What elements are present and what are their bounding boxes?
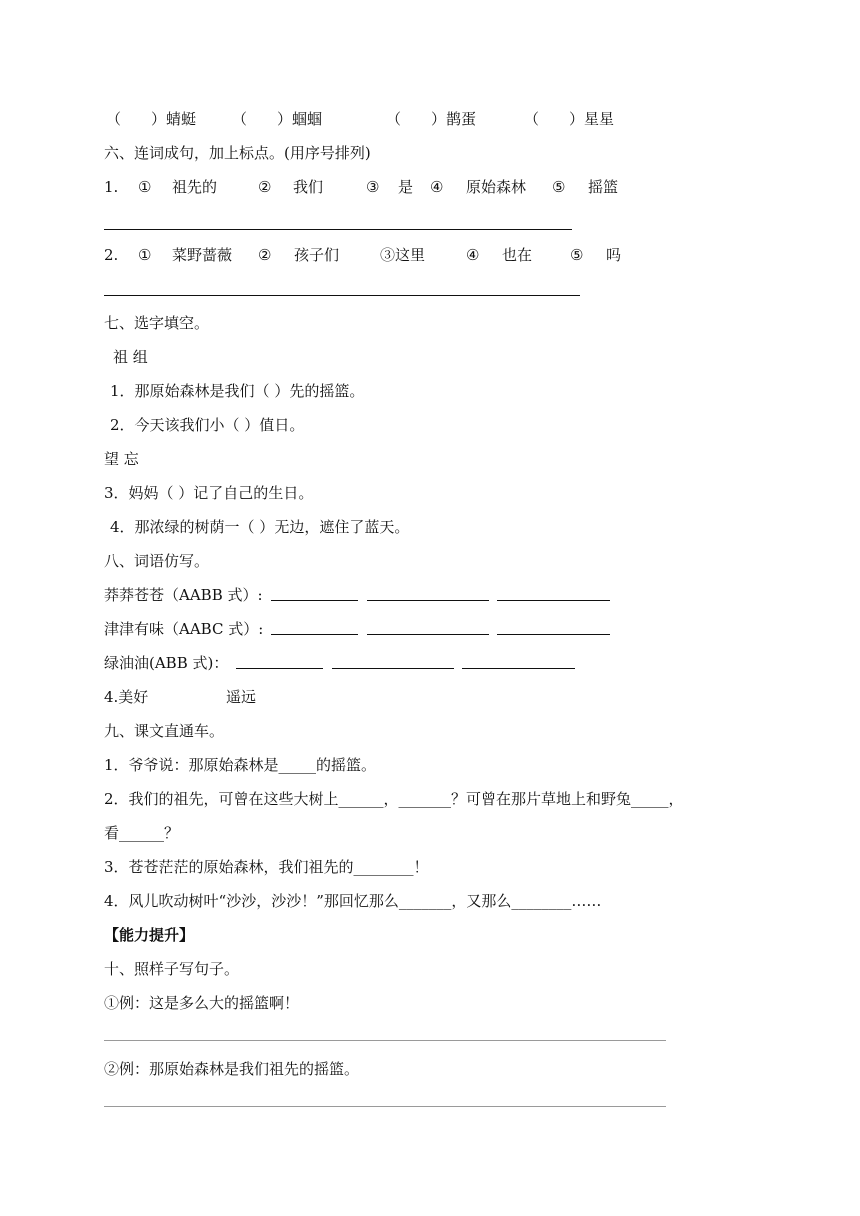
answer-blank[interactable] xyxy=(462,668,575,669)
word-token: 也在 xyxy=(502,246,533,264)
recall-q3: 3．苍苍茫茫的原始森林，我们祖先的________！ xyxy=(104,858,429,876)
answer-blank[interactable] xyxy=(271,634,358,635)
imitation-label: 绿油油(ABB 式)： xyxy=(104,654,229,672)
word-token: ③这里 xyxy=(380,246,426,264)
recall-q1: 1．爷爷说：那原始森林是_____的摇篮。 xyxy=(104,756,377,774)
word-token: 祖先的 xyxy=(172,178,218,196)
char-choices-2: 望 忘 xyxy=(104,450,139,468)
circled-number: ② xyxy=(258,178,272,196)
answer-line[interactable] xyxy=(104,1106,666,1107)
word-token: 孩子们 xyxy=(294,246,340,264)
answer-line[interactable] xyxy=(104,1040,666,1041)
imitation-word: 遥远 xyxy=(226,688,257,706)
imitation-row-aabc xyxy=(104,619,263,639)
circled-number: ⑤ xyxy=(552,178,566,196)
char-choices-1: 祖 组 xyxy=(113,348,148,366)
example-sentence-2: ②例：那原始森林是我们祖先的摇篮。 xyxy=(104,1060,360,1078)
answer-blank[interactable] xyxy=(367,600,489,601)
imitation-label: 莽莽苍苍（AABB 式）: xyxy=(104,586,263,604)
answer-blank[interactable] xyxy=(497,600,610,601)
imitation-row-4 xyxy=(104,687,304,707)
word-token: 菜野蔷薇 xyxy=(172,246,233,264)
recall-q2: 2．我们的祖先，可曾在这些大树上______，_______？可曾在那片草地上和野兔_____， xyxy=(104,790,684,808)
circled-number: ④ xyxy=(466,246,480,264)
section-6-q1 xyxy=(104,177,644,197)
fill-q1: 1．那原始森林是我们（ ）先的摇篮。 xyxy=(110,382,365,400)
word-item-katydid: （ ）蝈蝈 xyxy=(232,110,323,128)
answer-line[interactable] xyxy=(104,229,572,230)
answer-blank[interactable] xyxy=(332,668,454,669)
imitation-word: 4.美好 xyxy=(104,688,149,706)
word-token: 我们 xyxy=(293,178,324,196)
section-10-title: 十、照样子写句子。 xyxy=(104,960,240,978)
ability-heading: 【能力提升】 xyxy=(104,926,195,944)
q-number: 2. xyxy=(104,246,119,264)
answer-blank[interactable] xyxy=(271,600,358,601)
circled-number: ④ xyxy=(430,178,444,196)
word-token: 原始森林 xyxy=(466,178,527,196)
section-6-q2 xyxy=(104,245,644,265)
word-item-magpie-egg: （ ）鹊蛋 xyxy=(386,110,477,128)
word-item-dragonfly: （ ）蜻蜓 xyxy=(106,110,197,128)
section-9-title: 九、课文直通车。 xyxy=(104,722,225,740)
recall-q4: 4．风儿吹动树叶“沙沙，沙沙！”那回忆那么_______，又那么________…… xyxy=(104,892,602,910)
section-8-title: 八、词语仿写。 xyxy=(104,552,210,570)
imitation-label: 津津有味（AABC 式）: xyxy=(104,620,264,638)
word-token: 摇篮 xyxy=(588,178,619,196)
imitation-row-abb xyxy=(104,653,228,673)
word-token: 是 xyxy=(398,178,414,196)
section-7-title: 七、选字填空。 xyxy=(104,314,210,332)
answer-blank[interactable] xyxy=(367,634,489,635)
word-token: 吗 xyxy=(606,246,622,264)
circled-number: ① xyxy=(138,178,152,196)
section-6-title: 六、连词成句，加上标点。(用序号排列) xyxy=(104,144,371,162)
circled-number: ① xyxy=(138,246,152,264)
fill-q4: 4．那浓绿的树荫一（ ）无边，遮住了蓝天。 xyxy=(110,518,410,536)
circled-number: ⑤ xyxy=(570,246,584,264)
example-sentence-1: ①例：这是多么大的摇篮啊！ xyxy=(104,994,300,1012)
answer-blank[interactable] xyxy=(497,634,610,635)
imitation-row-aabb xyxy=(104,585,263,605)
answer-blank[interactable] xyxy=(236,668,323,669)
fill-q3: 3．妈妈（ ）记了自己的生日。 xyxy=(104,484,314,502)
fill-q2: 2．今天该我们小（ ）值日。 xyxy=(110,416,305,434)
word-item-star: （ ）星星 xyxy=(524,110,615,128)
recall-q2-continued: 看______？ xyxy=(104,824,180,842)
circled-number: ③ xyxy=(366,178,380,196)
circled-number: ② xyxy=(258,246,272,264)
answer-line[interactable] xyxy=(104,295,580,296)
q-number: 1. xyxy=(104,178,119,196)
